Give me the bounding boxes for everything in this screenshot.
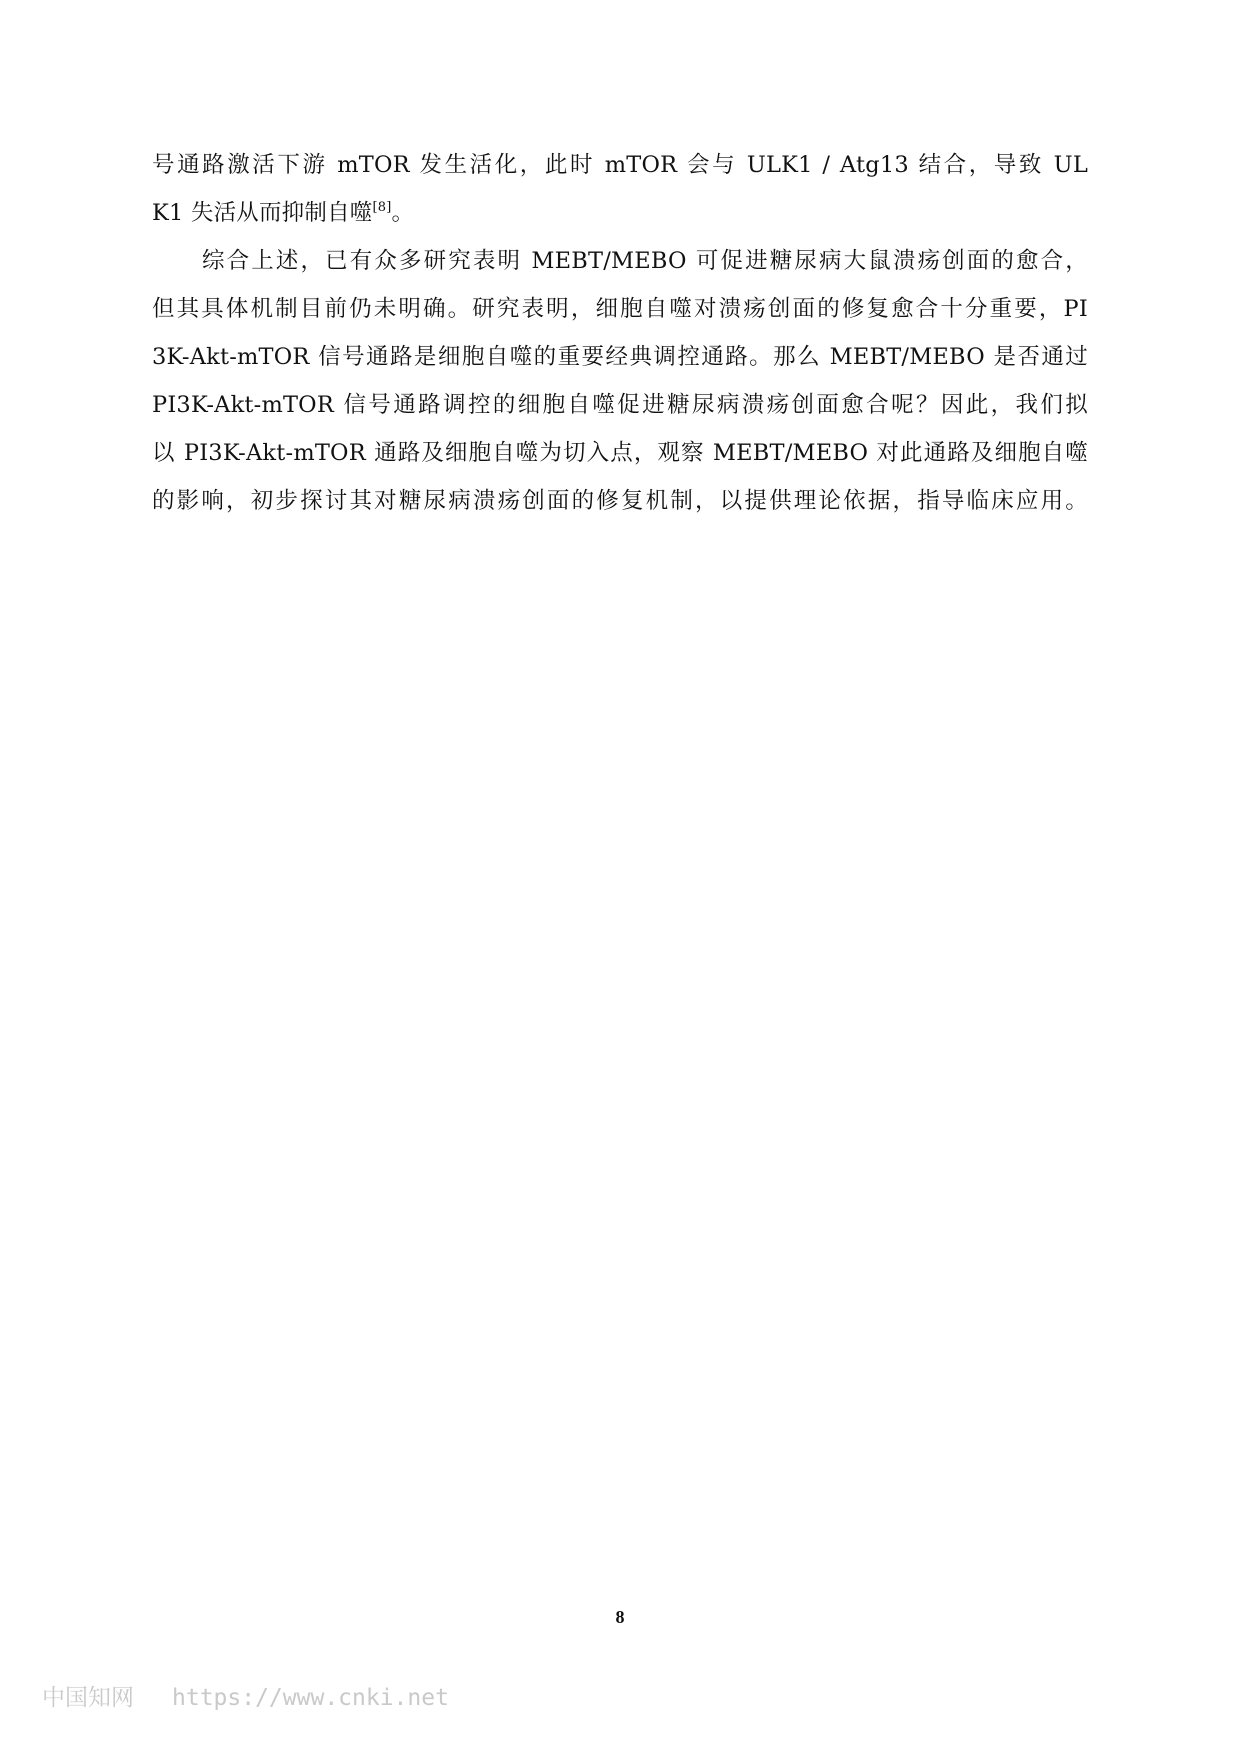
paragraph-1-line-2 xyxy=(152,198,414,228)
paragraph-2-line-4: PI3K-Akt-mTOR 信号通路调控的细胞自噬促进糖尿病溃疡创面愈合呢？因此，我们拟 xyxy=(152,392,1088,418)
paragraph-2-line-1: 综合上述，已有众多研究表明 MEBT/MEBO 可促进糖尿病大鼠溃疡创面的愈合， xyxy=(202,248,1088,274)
paragraph-1-line-1: 号通路激活下游 mTOR 发生活化，此时 mTOR 会与 ULK1 / Atg13 结合，导致 UL xyxy=(152,152,1088,178)
paragraph-2-line-5: 以 PI3K-Akt-mTOR 通路及细胞自噬为切入点，观察 MEBT/MEBO 对此通路及细胞自噬 xyxy=(152,440,1088,466)
paragraph-2-line-2: 但其具体机制目前仍未明确。研究表明，细胞自噬对溃疡创面的修复愈合十分重要，PI xyxy=(152,296,1088,322)
watermark-brand: 中国知网 xyxy=(42,1685,134,1711)
cnki-watermark xyxy=(42,1679,449,1712)
paragraph-1-line-2-text: K1 失活从而抑制自噬 xyxy=(152,200,373,226)
paragraph-2-line-3: 3K-Akt-mTOR 信号通路是细胞自噬的重要经典调控通路。那么 MEBT/MEBO 是否通过 xyxy=(152,344,1088,370)
watermark-url: https://www.cnki.net xyxy=(172,1685,449,1711)
page-number: 8 xyxy=(615,1607,625,1627)
paragraph-2-line-6: 的影响，初步探讨其对糖尿病溃疡创面的修复机制，以提供理论依据，指导临床应用。 xyxy=(152,488,1088,514)
paragraph-1-line-2-end: 。 xyxy=(391,200,415,226)
citation-reference: [8] xyxy=(372,200,392,215)
